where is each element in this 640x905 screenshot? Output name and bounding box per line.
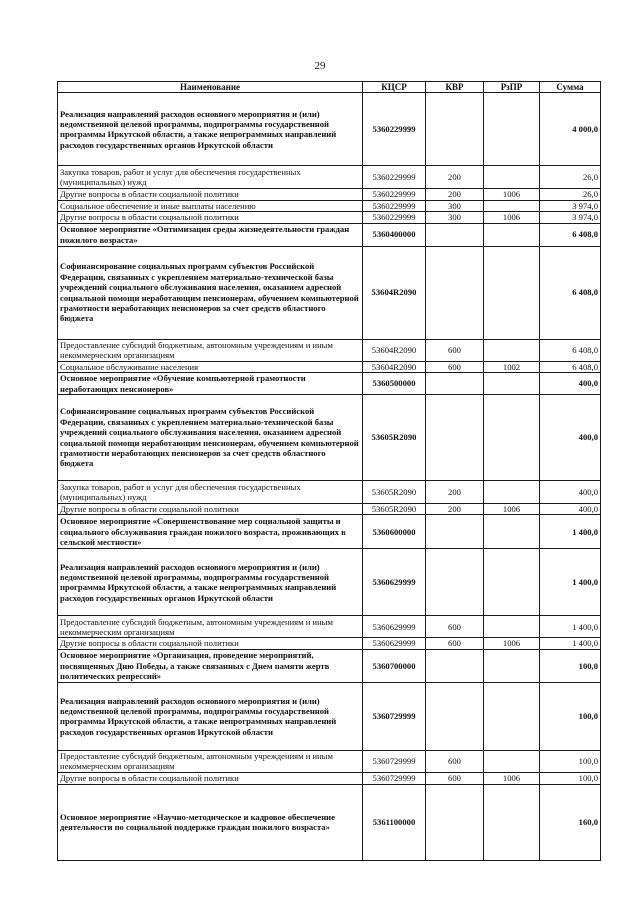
table-row: [58, 616, 601, 638]
cell-sum: 1 400,0: [540, 616, 601, 638]
cell-kcsr: 5360729999: [363, 772, 426, 784]
cell-kvr: [426, 93, 484, 166]
cell-name: Основное мероприятие «Совершенствование мер социальной защиты и социального обслуживания граждан пожилого возраста, проживающих в сельской местности»: [58, 515, 363, 549]
header-sum: Сумма: [540, 82, 601, 93]
table-row: [58, 504, 601, 515]
cell-name: Предоставление субсидий бюджетным, автономным учреждениям и иным некоммерческим организациям: [58, 750, 363, 772]
header-kcsr: КЦСР: [363, 82, 426, 93]
cell-kvr: [426, 682, 484, 750]
cell-kcsr: 5361100000: [363, 784, 426, 860]
cell-sum: 26,0: [540, 189, 601, 200]
table-row: [58, 682, 601, 750]
cell-rzpr: [484, 616, 540, 638]
cell-name: Реализация направлений расходов основного мероприятия и (или) ведомственной целевой программы, подпрограммы государственной программы Иркутской области, а также непрограммных направлений расходов государственных органов Иркутской области: [58, 682, 363, 750]
cell-sum: 100,0: [540, 649, 601, 682]
cell-kcsr: 5360729999: [363, 682, 426, 750]
cell-rzpr: [484, 750, 540, 772]
cell-sum: 6 408,0: [540, 246, 601, 339]
cell-rzpr: [484, 339, 540, 361]
cell-sum: 100,0: [540, 682, 601, 750]
cell-rzpr: [484, 481, 540, 504]
cell-kcsr: 5360629999: [363, 616, 426, 638]
cell-kcsr: 53604R2090: [363, 361, 426, 372]
cell-kcsr: 53604R2090: [363, 339, 426, 361]
table-row: [58, 784, 601, 860]
cell-kvr: [426, 223, 484, 246]
cell-kvr: 600: [426, 339, 484, 361]
table-row: [58, 166, 601, 189]
cell-kvr: [426, 649, 484, 682]
cell-rzpr: [484, 515, 540, 549]
cell-sum: 3 974,0: [540, 200, 601, 211]
cell-name: Другие вопросы в области социальной политики: [58, 189, 363, 200]
cell-sum: 400,0: [540, 395, 601, 481]
cell-rzpr: [484, 549, 540, 616]
cell-kvr: 600: [426, 361, 484, 372]
cell-sum: 26,0: [540, 166, 601, 189]
table-body: [58, 93, 601, 860]
cell-rzpr: [484, 649, 540, 682]
cell-sum: 4 000,0: [540, 93, 601, 166]
cell-kcsr: 5360700000: [363, 649, 426, 682]
cell-sum: 400,0: [540, 373, 601, 395]
table-row: [58, 189, 601, 200]
cell-sum: 100,0: [540, 772, 601, 784]
cell-sum: 6 408,0: [540, 223, 601, 246]
cell-kvr: 200: [426, 189, 484, 200]
cell-kvr: [426, 784, 484, 860]
cell-sum: 160,0: [540, 784, 601, 860]
table-row: [58, 200, 601, 211]
cell-kvr: 600: [426, 638, 484, 649]
table-row: [58, 339, 601, 361]
table-row: [58, 361, 601, 372]
table-row: [58, 638, 601, 649]
cell-sum: 100,0: [540, 750, 601, 772]
cell-rzpr: [484, 223, 540, 246]
cell-name: Социальное обеспечение и иные выплаты населению: [58, 200, 363, 211]
table-row: [58, 515, 601, 549]
table-row: [58, 395, 601, 481]
cell-sum: 1 400,0: [540, 515, 601, 549]
cell-name: Основное мероприятие «Научно-методическое и кадровое обеспечение деятельности по социальной поддержке граждан пожилого возраста»: [58, 784, 363, 860]
cell-name: Основное мероприятие «Оптимизация среды жизнедеятельности граждан пожилого возраста»: [58, 223, 363, 246]
cell-name: Основное мероприятие «Обучение компьютерной грамотности неработающих пенсионеров»: [58, 373, 363, 395]
cell-rzpr: 1002: [484, 361, 540, 372]
cell-rzpr: 1006: [484, 189, 540, 200]
page-number: 29: [314, 60, 326, 72]
cell-name: Реализация направлений расходов основного мероприятия и (или) ведомственной целевой программы, подпрограммы государственной программы Иркутской области, а также непрограммных направлений расходов государственных органов Иркутской области: [58, 549, 363, 616]
cell-kvr: [426, 246, 484, 339]
cell-rzpr: [484, 373, 540, 395]
budget-table: [57, 81, 601, 861]
cell-kvr: 200: [426, 504, 484, 515]
cell-sum: 6 408,0: [540, 361, 601, 372]
cell-name: Социальное обслуживание населения: [58, 361, 363, 372]
cell-rzpr: 1006: [484, 504, 540, 515]
cell-kvr: 200: [426, 481, 484, 504]
cell-rzpr: [484, 395, 540, 481]
table-row: [58, 93, 601, 166]
table-row: [58, 649, 601, 682]
cell-rzpr: [484, 784, 540, 860]
table-row: [58, 223, 601, 246]
header-kvr: КВР: [426, 82, 484, 93]
cell-name: Закупка товаров, работ и услуг для обеспечения государственных (муниципальных) нужд: [58, 481, 363, 504]
cell-kvr: 300: [426, 200, 484, 211]
cell-kvr: 200: [426, 166, 484, 189]
cell-rzpr: 1006: [484, 772, 540, 784]
cell-name: Реализация направлений расходов основного мероприятия и (или) ведомственной целевой программы, подпрограммы государственной программы Иркутской области, а также непрограммных направлений расходов государственных органов Иркутской области: [58, 93, 363, 166]
cell-kcsr: 53604R2090: [363, 246, 426, 339]
cell-rzpr: 1006: [484, 638, 540, 649]
cell-kvr: 600: [426, 750, 484, 772]
cell-kcsr: 53605R2090: [363, 481, 426, 504]
table-row: [58, 750, 601, 772]
cell-sum: 6 408,0: [540, 339, 601, 361]
cell-name: Предоставление субсидий бюджетным, автономным учреждениям и иным некоммерческим организациям: [58, 339, 363, 361]
table-row: [58, 373, 601, 395]
cell-kcsr: 5360600000: [363, 515, 426, 549]
cell-name: Другие вопросы в области социальной политики: [58, 638, 363, 649]
cell-kcsr: 5360500000: [363, 373, 426, 395]
cell-kcsr: 5360229999: [363, 166, 426, 189]
header-rzpr: РзПР: [484, 82, 540, 93]
cell-name: Другие вопросы в области социальной политики: [58, 504, 363, 515]
cell-sum: 1 400,0: [540, 549, 601, 616]
table-row: [58, 212, 601, 223]
header-name: Наименование: [58, 82, 363, 93]
cell-name: Другие вопросы в области социальной политики: [58, 212, 363, 223]
cell-rzpr: [484, 166, 540, 189]
cell-kcsr: 5360229999: [363, 93, 426, 166]
cell-kcsr: 53605R2090: [363, 395, 426, 481]
cell-name: Основное мероприятие «Организация, проведение мероприятий, посвященных Дню Победы, а также связанных с Днем памяти жертв политических репрессий»: [58, 649, 363, 682]
cell-name: Закупка товаров, работ и услуг для обеспечения государственных (муниципальных) нужд: [58, 166, 363, 189]
cell-name: Предоставление субсидий бюджетным, автономным учреждениям и иным некоммерческим организациям: [58, 616, 363, 638]
table-row: [58, 246, 601, 339]
cell-rzpr: [484, 200, 540, 211]
table-row: [58, 481, 601, 504]
cell-kvr: 300: [426, 212, 484, 223]
cell-kvr: 600: [426, 772, 484, 784]
cell-name: Другие вопросы в области социальной политики: [58, 772, 363, 784]
cell-name: Софинансирование социальных программ субъектов Российской Федерации, связанных с укреплением материально-технической базы учреждений социального обслуживания населения, оказанием адресной социальной помощи неработающим пенсионерам, обучением компьютерной грамотности неработающих пенсионеров за счет средств областного бюджета: [58, 246, 363, 339]
cell-kcsr: 5360229999: [363, 212, 426, 223]
table-header-row: [58, 82, 601, 93]
cell-kvr: [426, 515, 484, 549]
cell-rzpr: [484, 93, 540, 166]
cell-sum: 3 974,0: [540, 212, 601, 223]
cell-sum: 1 400,0: [540, 638, 601, 649]
cell-kvr: [426, 395, 484, 481]
cell-rzpr: [484, 682, 540, 750]
cell-kcsr: 5360629999: [363, 638, 426, 649]
cell-kcsr: 5360229999: [363, 200, 426, 211]
cell-kvr: [426, 549, 484, 616]
cell-kvr: [426, 373, 484, 395]
cell-rzpr: 1006: [484, 212, 540, 223]
cell-kcsr: 5360400000: [363, 223, 426, 246]
cell-kcsr: 5360229999: [363, 189, 426, 200]
cell-sum: 400,0: [540, 504, 601, 515]
cell-name: Софинансирование социальных программ субъектов Российской Федерации, связанных с укреплением материально-технической базы учреждений социального обслуживания населения, оказанием адресной социальной помощи неработающим пенсионерам, обучением компьютерной грамотности неработающих пенсионеров за счет средств областного бюджета: [58, 395, 363, 481]
cell-kcsr: 5360629999: [363, 549, 426, 616]
cell-kcsr: 5360729999: [363, 750, 426, 772]
cell-kvr: 600: [426, 616, 484, 638]
cell-kcsr: 53605R2090: [363, 504, 426, 515]
cell-sum: 400,0: [540, 481, 601, 504]
table-row: [58, 772, 601, 784]
cell-rzpr: [484, 246, 540, 339]
table-row: [58, 549, 601, 616]
